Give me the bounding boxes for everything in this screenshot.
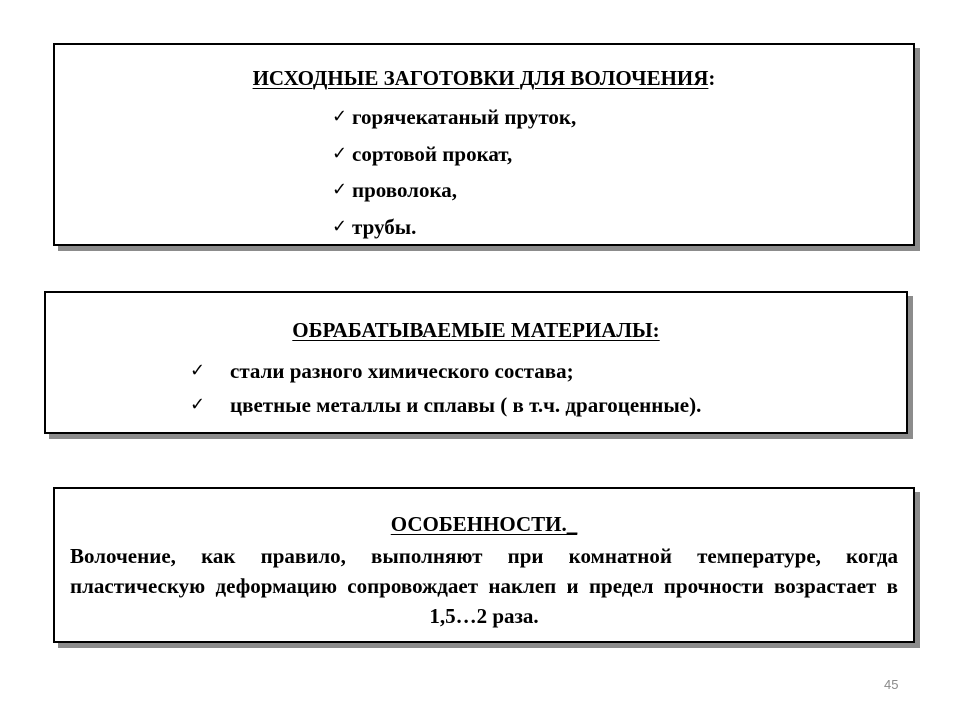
list-item: [332, 177, 576, 214]
list-item-text: сортовой прокат,: [352, 141, 513, 166]
materials-list: [190, 358, 701, 426]
list-item-text: трубы.: [352, 214, 417, 239]
list-item: [190, 392, 701, 426]
materials-heading-text: ОБРАБАТЫВАЕМЫЕ МАТЕРИАЛЫ:: [292, 318, 660, 342]
checkmark-icon: ✓: [332, 142, 348, 164]
features-heading-text: ОСОБЕННОСТИ._: [390, 512, 578, 536]
blanks-box: [53, 43, 915, 246]
list-item: [332, 104, 576, 141]
checkmark-icon: ✓: [332, 179, 348, 200]
checkmark-icon: ✓: [190, 394, 206, 415]
blanks-list: [332, 104, 576, 250]
features-heading: [55, 511, 913, 537]
materials-heading: [46, 317, 906, 343]
checkmark-icon: ✓: [332, 215, 348, 237]
list-item-text: проволока,: [352, 178, 457, 202]
list-item: [332, 214, 576, 251]
features-box: [53, 487, 915, 643]
materials-box: [44, 291, 908, 434]
blanks-heading-colon: :: [708, 66, 716, 90]
list-item-text: цветные металлы и сплавы ( в т.ч. драгоценные).: [230, 393, 702, 417]
list-item: [190, 358, 701, 392]
checkmark-icon: ✓: [332, 106, 348, 127]
page-number: 45: [884, 677, 899, 692]
list-item-text: стали разного химического состава;: [230, 359, 574, 383]
features-paragraph: Волочение, как правило, выполняют при комнатной температуре, когда пластическую деформацию сопровождает наклеп и предел прочности возрастает в 1,5…2 раза.: [70, 544, 898, 628]
checkmark-icon: ✓: [190, 360, 206, 381]
list-item: [332, 141, 576, 178]
list-item-text: горячекатаный пруток,: [352, 105, 577, 129]
blanks-heading-text: ИСХОДНЫЕ ЗАГОТОВКИ ДЛЯ ВОЛОЧЕНИЯ: [252, 66, 709, 90]
blanks-heading: [55, 65, 913, 91]
